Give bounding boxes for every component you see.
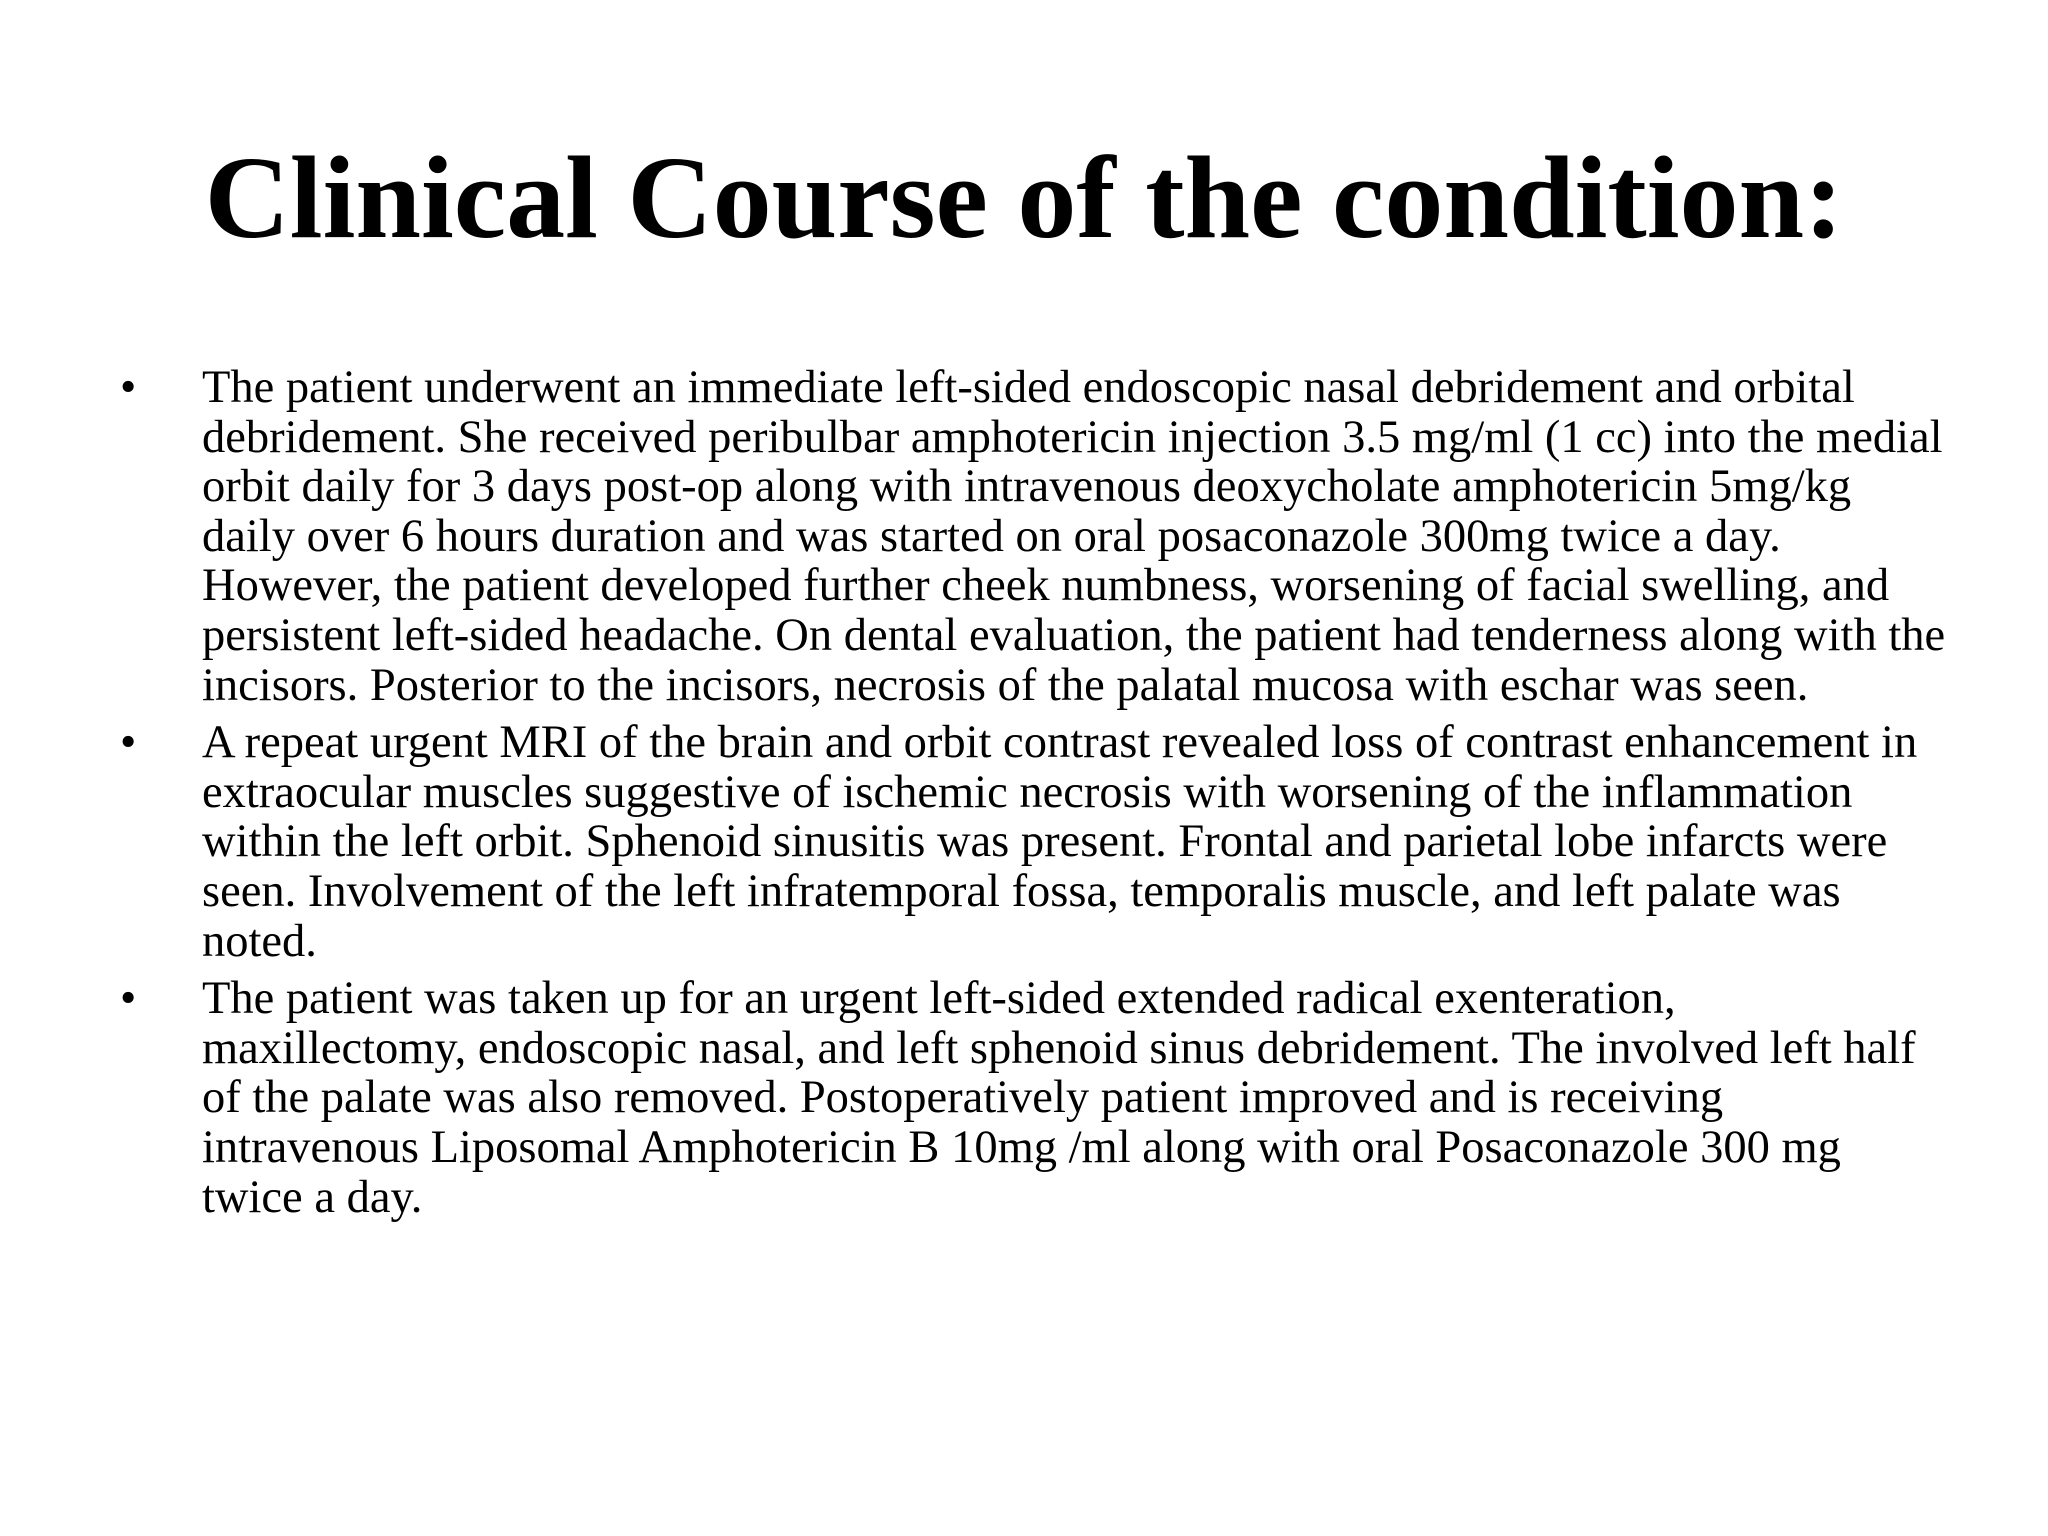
slide-title: Clinical Course of the condition: (204, 132, 1844, 263)
bullet-marker: • (120, 973, 137, 1025)
bullet-item (120, 363, 1950, 710)
bullet-marker: • (120, 717, 137, 769)
bullet-text: The patient was taken up for an urgent left-sided extended radical exenteration, maxillectomy, endoscopic nasal, and left sphenoid sinus debridement. The involved left half of the palate was also removed. Postoperatively patient improved and is receiving intravenous Liposomal Amphotericin B 10mg /ml along with oral Posaconazole 300 mg twice a day. (202, 973, 1916, 1223)
bullet-list (120, 363, 1950, 1230)
bullet-marker: • (120, 362, 137, 413)
bullet-text: A repeat urgent MRI of the brain and orbit contrast revealed loss of contrast enhancement in extraocular muscles suggestive of ischemic necrosis with worsening of the inflammation within the left orbit. Sphenoid sinusitis was present. Frontal and parietal lobe infarcts were seen. Involvement of the left infratemporal fossa, temporalis muscle, and left palate was noted. (202, 717, 1918, 967)
bullet-item (120, 974, 1950, 1222)
bullet-text: The patient underwent an immediate left-sided endoscopic nasal debridement and orbital debridement. She received peribulbar amphotericin injection 3.5 mg/ml (1 cc) into the medial orbit daily for 3 days post-op along with intravenous deoxycholate amphotericin 5mg/kg daily over 6 hours duration and was started on oral posaconazole 300mg twice a day. However, the patient developed further cheek numbness, worsening of facial swelling, and persistent left-sided headache. On dental evaluation, the patient had tenderness along with the incisors. Posterior to the incisors, necrosis of the palatal mucosa with eschar was seen. (202, 362, 1946, 711)
bullet-item (120, 718, 1950, 966)
